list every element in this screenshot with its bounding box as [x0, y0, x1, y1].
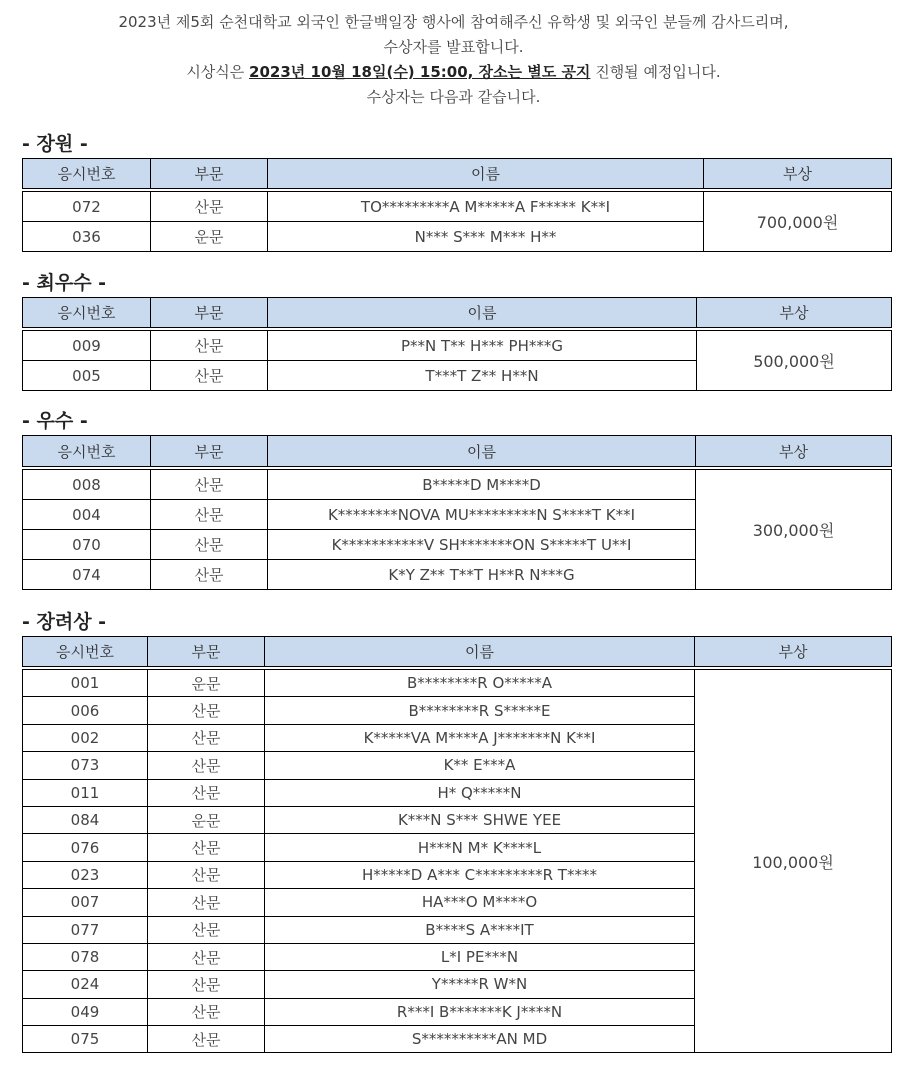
table-row	[23, 331, 892, 361]
award-section	[22, 610, 891, 1053]
cell-name: H* Q*****N	[265, 779, 695, 806]
table-row	[23, 192, 892, 222]
intro-line-3-post: 진행될 예정입니다.	[590, 63, 721, 81]
cell-name: K*****VA M****A J*******N K**I	[265, 724, 695, 751]
cell-number: 078	[23, 943, 148, 970]
table-row	[23, 670, 892, 697]
award-section	[22, 409, 891, 590]
section-title: - 장려상 -	[22, 611, 107, 633]
cell-number: 074	[23, 560, 151, 590]
cell-number: 073	[23, 752, 148, 779]
cell-category: 산문	[151, 331, 268, 361]
cell-category: 산문	[148, 724, 265, 751]
cell-category: 산문	[148, 943, 265, 970]
cell-name: R***I B*******K J****N	[265, 998, 695, 1025]
cell-number: 072	[23, 192, 151, 222]
cell-name: H*****D A*** C*********R T****	[265, 861, 695, 888]
cell-name: T***T Z** H**N	[268, 361, 697, 391]
cell-number: 008	[23, 470, 151, 500]
cell-category: 산문	[151, 361, 268, 391]
cell-category: 산문	[148, 697, 265, 724]
cell-category: 산문	[148, 916, 265, 943]
cell-category: 산문	[148, 752, 265, 779]
cell-number: 076	[23, 834, 148, 861]
cell-category: 산문	[151, 192, 268, 222]
column-header-prize: 부상	[704, 159, 892, 189]
cell-name: L*I PE***N	[265, 943, 695, 970]
prize-amount: 100,000원	[695, 670, 892, 1053]
table-header-row	[23, 637, 892, 667]
cell-number: 005	[23, 361, 151, 391]
cell-name: B********R O*****A	[265, 670, 695, 697]
table-row	[23, 470, 892, 500]
table-header-row	[23, 159, 892, 189]
cell-name: B********R S*****E	[265, 697, 695, 724]
column-header-name: 이름	[268, 159, 704, 189]
column-header-name: 이름	[268, 298, 697, 328]
intro-line-3	[0, 60, 907, 85]
cell-category: 산문	[148, 889, 265, 916]
award-table	[22, 297, 892, 391]
column-header-prize: 부상	[696, 436, 892, 467]
column-header-number: 응시번호	[23, 159, 151, 189]
cell-category: 산문	[151, 470, 268, 500]
cell-name: B****S A****IT	[265, 916, 695, 943]
column-header-prize: 부상	[695, 637, 892, 667]
column-header-category: 부문	[151, 298, 268, 328]
cell-category: 운문	[148, 806, 265, 833]
cell-number: 002	[23, 724, 148, 751]
cell-category: 산문	[151, 530, 268, 560]
cell-name: K** E***A	[265, 752, 695, 779]
award-table	[22, 636, 892, 1053]
column-header-number: 응시번호	[23, 436, 151, 467]
cell-name: K*Y Z** T**T H**R N***G	[268, 560, 696, 590]
section-title: - 장원 -	[22, 133, 88, 155]
cell-number: 084	[23, 806, 148, 833]
cell-name: N*** S*** M*** H**	[268, 222, 704, 252]
announcement-intro	[0, 10, 907, 110]
intro-line-1: 2023년 제5회 순천대학교 외국인 한글백일장 행사에 참여해주신 유학생 및 외국인 분들께 감사드리며,	[118, 13, 789, 31]
table-header-row	[23, 298, 892, 328]
cell-name: TO*********A M*****A F***** K**I	[268, 192, 704, 222]
cell-name: P**N T** H*** PH***G	[268, 331, 697, 361]
cell-name: K***********V SH*******ON S*****T U**I	[268, 530, 696, 560]
cell-category: 산문	[148, 971, 265, 998]
column-header-number: 응시번호	[23, 298, 151, 328]
award-table	[22, 158, 892, 252]
cell-name: K********NOVA MU*********N S****T K**I	[268, 500, 696, 530]
cell-category: 운문	[151, 222, 268, 252]
cell-number: 009	[23, 331, 151, 361]
section-title: - 최우수 -	[22, 272, 107, 294]
cell-number: 004	[23, 500, 151, 530]
prize-amount: 300,000원	[696, 470, 892, 590]
cell-name: HA***O M****O	[265, 889, 695, 916]
intro-line-3-pre: 시상식은	[186, 63, 250, 81]
cell-number: 049	[23, 998, 148, 1025]
cell-category: 산문	[148, 998, 265, 1025]
cell-number: 024	[23, 971, 148, 998]
column-header-prize: 부상	[697, 298, 892, 328]
cell-category: 산문	[151, 500, 268, 530]
cell-number: 007	[23, 889, 148, 916]
column-header-name: 이름	[265, 637, 695, 667]
cell-name: K***N S*** SHWE YEE	[265, 806, 695, 833]
cell-number: 070	[23, 530, 151, 560]
cell-number: 023	[23, 861, 148, 888]
cell-name: S**********AN MD	[265, 1026, 695, 1053]
cell-number: 075	[23, 1026, 148, 1053]
intro-line-2: 수상자를 발표합니다.	[383, 38, 524, 56]
cell-name: Y*****R W*N	[265, 971, 695, 998]
cell-name: B*****D M****D	[268, 470, 696, 500]
cell-number: 077	[23, 916, 148, 943]
section-title: - 우수 -	[22, 410, 88, 432]
cell-number: 006	[23, 697, 148, 724]
cell-category: 산문	[148, 861, 265, 888]
cell-number: 001	[23, 670, 148, 697]
cell-number: 011	[23, 779, 148, 806]
prize-amount: 700,000원	[704, 192, 892, 252]
column-header-category: 부문	[151, 436, 268, 467]
column-header-name: 이름	[268, 436, 696, 467]
ceremony-date-place: 2023년 10월 18일(수) 15:00, 장소는 별도 공지	[249, 63, 591, 81]
cell-category: 운문	[148, 670, 265, 697]
column-header-number: 응시번호	[23, 637, 148, 667]
cell-category: 산문	[148, 779, 265, 806]
cell-category: 산문	[151, 560, 268, 590]
cell-number: 036	[23, 222, 151, 252]
intro-line-4: 수상자는 다음과 같습니다.	[366, 88, 541, 106]
award-section	[22, 271, 891, 391]
prize-amount: 500,000원	[697, 331, 892, 391]
cell-category: 산문	[148, 1026, 265, 1053]
cell-name: H***N M* K****L	[265, 834, 695, 861]
column-header-category: 부문	[148, 637, 265, 667]
table-header-row	[23, 436, 892, 467]
award-table	[22, 435, 892, 590]
award-section	[22, 132, 891, 252]
cell-category: 산문	[148, 834, 265, 861]
column-header-category: 부문	[151, 159, 268, 189]
